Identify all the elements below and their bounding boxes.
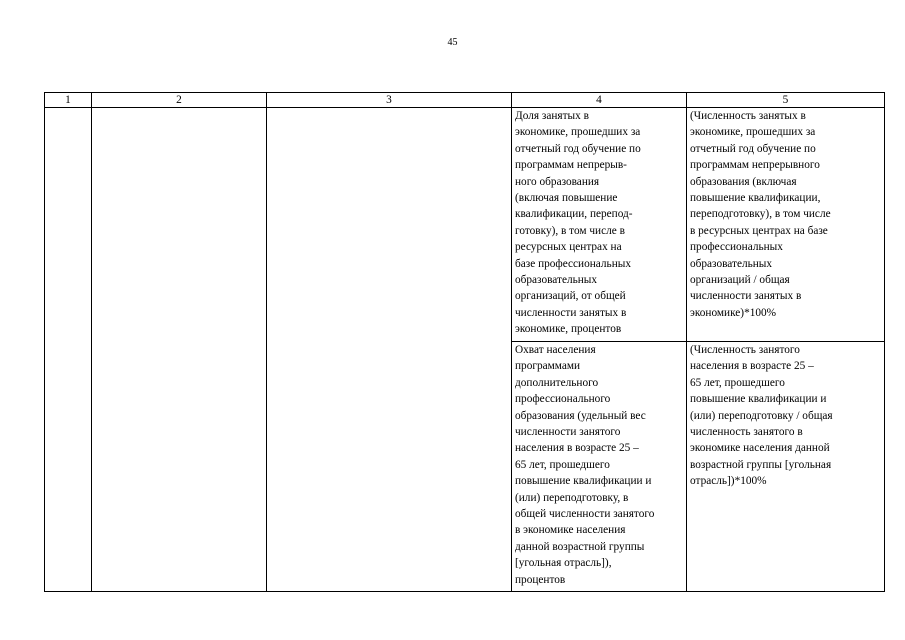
table-row bbox=[45, 108, 885, 342]
formula-cell bbox=[687, 108, 885, 342]
header-row bbox=[45, 93, 885, 108]
formula-cell bbox=[687, 342, 885, 592]
formula-text: (Численность занятого населения в возрасте 25 – 65 лет, прошедшего повышение квалификации и (или) переподготовку / общая численность занятого в экономике населения данной возрастной группы [угольная отрасль])*100% bbox=[690, 344, 833, 488]
cell-col1 bbox=[45, 108, 92, 592]
indicator-table bbox=[44, 92, 885, 592]
formula-text: (Численность занятых в экономике, прошедших за отчетный год обучение по программам непрерывного образования (включая повышение квалификации, переподготовку), в том числе в ресурсных центрах на базе профессиональных образовательных организаций / общая численности занятых в экономике)*100% bbox=[690, 110, 831, 319]
column-header-4: 4 bbox=[512, 93, 687, 108]
cell-col2 bbox=[92, 108, 267, 592]
column-header-2: 2 bbox=[92, 93, 267, 108]
page-number: 45 bbox=[447, 37, 458, 48]
indicator-name-cell bbox=[512, 342, 687, 592]
cell-col3 bbox=[267, 108, 512, 592]
column-header-3: 3 bbox=[267, 93, 512, 108]
column-header-5: 5 bbox=[687, 93, 885, 108]
column-header-1: 1 bbox=[45, 93, 92, 108]
indicator-name-cell bbox=[512, 108, 687, 342]
indicator-name-text: Доля занятых в экономике, прошедших за отчетный год обучение по программам непрерыв- ного образования (включая повышение квалификации, перепод- готовку), в том числе в ресурсных центрах на базе профессиональных образовательных организаций, от общей численности занятых в экономике, процентов bbox=[515, 110, 641, 336]
indicator-name-text: Охват населения программами дополнительного профессионального образования (удельный вес численности занятого населения в возрасте 25 – 65 лет, прошедшего повышение квалификации и (или) переподготовку, в общей численности занятого в экономике населения данной возрастной группы [угольная отрасль]), процентов bbox=[515, 344, 655, 586]
